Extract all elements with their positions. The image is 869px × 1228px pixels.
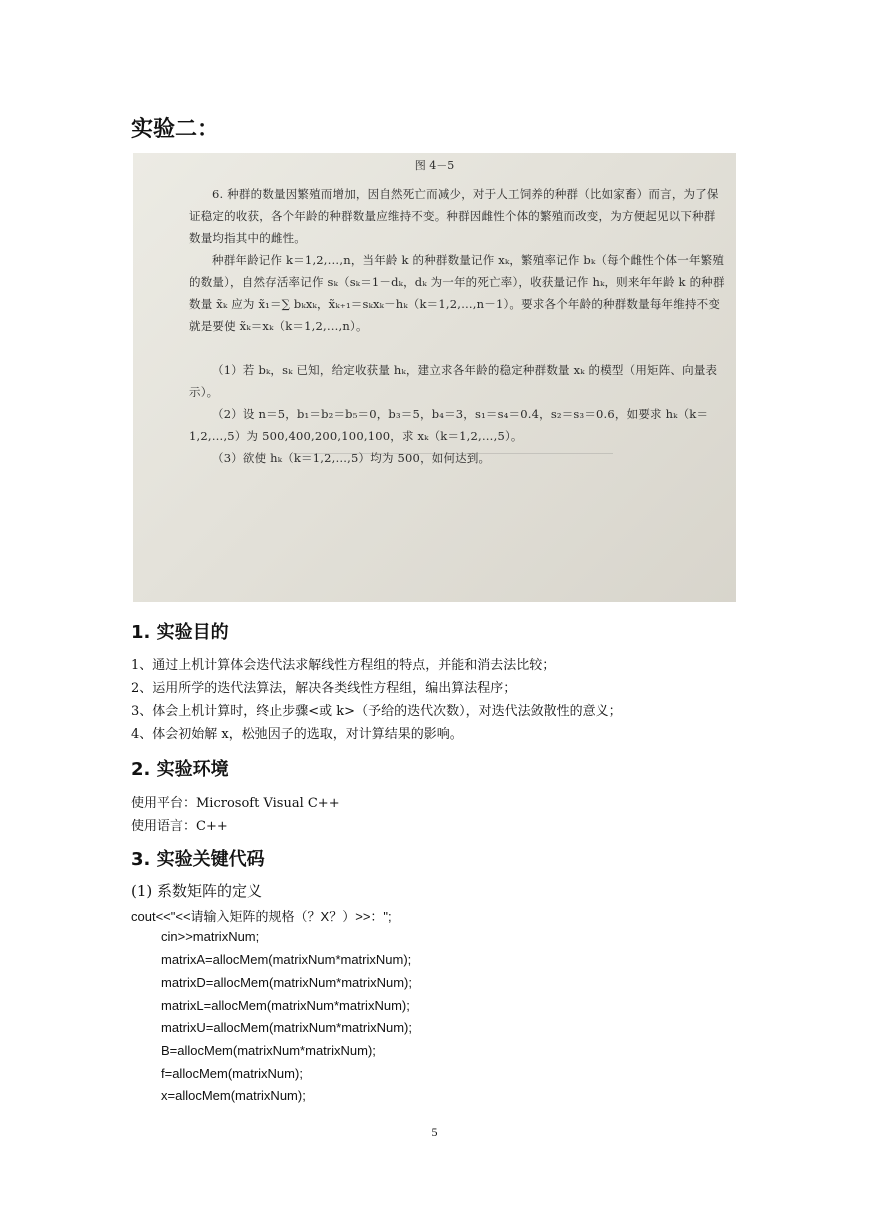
code-line: matrixU=allocMem(matrixNum*matrixNum); — [161, 1020, 412, 1035]
purpose-item: 4、体会初始解 x，松弛因子的选取，对计算结果的影响。 — [131, 727, 463, 742]
problem-photo — [133, 153, 736, 602]
problem-paragraph: 6. 种群的数量因繁殖而增加，因自然死亡而减少，对于人工饲养的种群（比如家畜）而言，为了保证稳定的收获，各个年龄的种群数量应维持不变。种群因雌性个体的繁殖而改变，为方便起见以下种群数量均指其中的雌性。 — [189, 187, 719, 245]
environment-language: 使用语言：C++ — [131, 819, 228, 834]
page-heading: 实验二： — [131, 117, 220, 142]
code-line: matrixA=allocMem(matrixNum*matrixNum); — [161, 952, 412, 967]
purpose-item: 1、通过上机计算体会迭代法求解线性方程组的特点，并能和消去法比较； — [131, 658, 556, 673]
code-line: f=allocMem(matrixNum); — [161, 1066, 303, 1081]
problem-paragraph: （3）欲使 hₖ（k＝1,2,…,5）均为 500，如何达到。 — [212, 451, 491, 465]
section-title-environment: 2. 实验环境 — [131, 759, 229, 780]
code-line: x=allocMem(matrixNum); — [161, 1088, 306, 1103]
page-number: 5 — [431, 1125, 438, 1139]
problem-paragraph: （2）设 n＝5，b₁＝b₂＝b₅＝0，b₃＝5，b₄＝3，s₁＝s₄＝0.4，s₂＝s₃＝0.6，如要求 hₖ（k＝1,2,…,5）为 500,400,200,100,100，求 xₖ（k＝1,2,…,5）。 — [189, 407, 709, 443]
environment-platform: 使用平台：Microsoft Visual C++ — [131, 796, 340, 811]
purpose-item: 3、体会上机计算时，终止步骤<或 k>（予给的迭代次数），对迭代法敛散性的意义； — [131, 704, 622, 719]
code-line: matrixD=allocMem(matrixNum*matrixNum); — [161, 975, 412, 990]
code-line: B=allocMem(matrixNum*matrixNum); — [161, 1043, 376, 1058]
code-subtitle: (1) 系数矩阵的定义 — [131, 882, 263, 900]
problem-paragraph: （1）若 bₖ，sₖ 已知，给定收获量 hₖ，建立求各年龄的稳定种群数量 xₖ 的模型（用矩阵、向量表示）。 — [189, 363, 718, 399]
section-title-purpose: 1. 实验目的 — [131, 622, 229, 643]
code-line: cout<<"<<请输入矩阵的规格（？X？）>>："; — [131, 909, 392, 924]
problem-paragraph: 种群年龄记作 k＝1,2,…,n，当年龄 k 的种群数量记作 xₖ，繁殖率记作 bₖ（每个雌性个体一年繁殖的数量），自然存活率记作 sₖ（sₖ＝1－dₖ，dₖ 为一年的死亡率），收获量记作 hₖ，则来年年龄 k 的种群数量 x̃ₖ 应为 x̃₁＝∑ bₖxₖ，x̃ₖ₊₁＝sₖxₖ－hₖ（k＝1,2,…,n－1）。要求各个年龄的种群数量每年维持不变就是要使 x̃ₖ＝xₖ（k＝1,2,…,n）。 — [189, 253, 725, 333]
faded-figure — [293, 453, 613, 574]
purpose-item: 2、运用所学的迭代法算法，解决各类线性方程组，编出算法程序； — [131, 681, 517, 696]
section-title-code: 3. 实验关键代码 — [131, 849, 265, 870]
figure-label: 图 4－5 — [414, 159, 455, 172]
code-line: cin>>matrixNum; — [161, 929, 260, 944]
code-line: matrixL=allocMem(matrixNum*matrixNum); — [161, 998, 410, 1013]
